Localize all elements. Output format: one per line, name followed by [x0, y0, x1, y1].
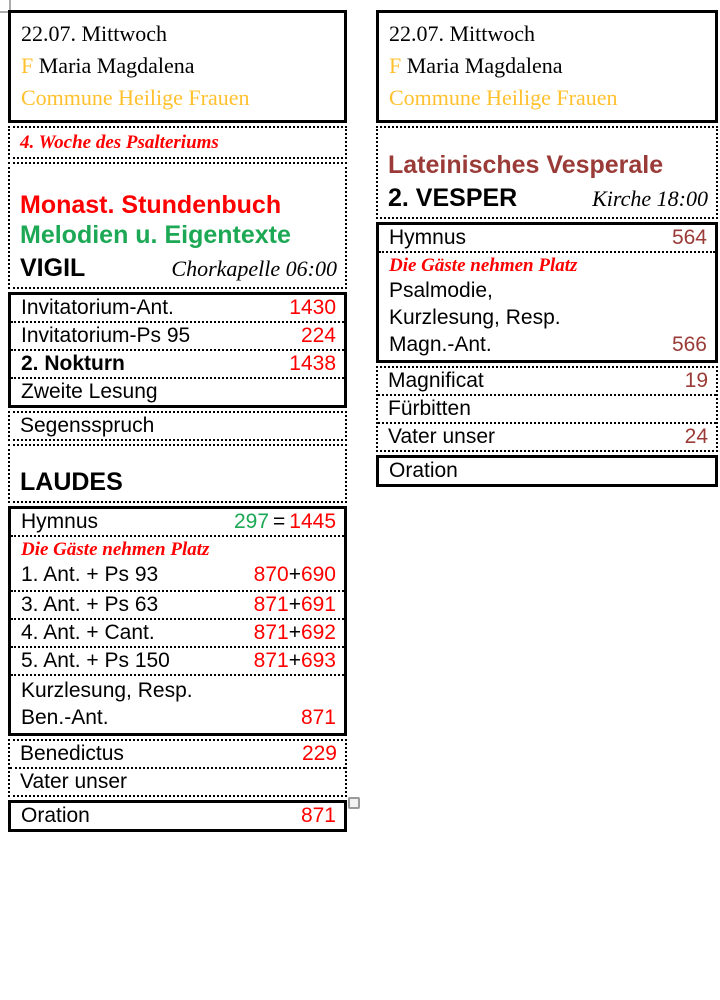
row-label: Hymnus [21, 510, 99, 533]
table-row [11, 349, 344, 377]
value-red: 1445 [289, 510, 336, 533]
value-b: 691 [300, 593, 336, 616]
table-row [378, 368, 716, 394]
row-label: 3. Ant. + Ps 63 [21, 593, 159, 616]
row-label: Vater unser [20, 770, 127, 793]
table-row [10, 413, 345, 439]
value-b: 693 [300, 649, 336, 672]
row-label: Invitatorium-Ps 95 [21, 324, 191, 347]
row-value: 564 [671, 226, 707, 249]
schedule-table-right [376, 10, 718, 490]
row-label: Psalmodie, [389, 279, 493, 302]
laudes-rows-group [8, 506, 347, 736]
row-label: Magn.-Ant. [389, 333, 492, 356]
row-label: 1. Ant. + Ps 93 [21, 563, 159, 586]
office-place-time: Kirche 18:00 [592, 186, 708, 211]
row-label: Kurzlesung, Resp. [21, 679, 193, 702]
table-row [11, 618, 344, 646]
psalter-week-box [8, 126, 347, 159]
vesper-rows-group [376, 222, 718, 363]
row-label: Benedictus [20, 742, 124, 765]
table-row [389, 331, 707, 358]
oration-box-left [8, 800, 347, 832]
plus-sign: + [288, 649, 301, 672]
feast-rank-letter: F [389, 53, 402, 78]
row-value: 1438 [289, 352, 336, 375]
value-green: 297 [233, 510, 270, 533]
psalter-week-note: 4. Woche des Psalteriums [20, 132, 219, 153]
vigil-rows-group [8, 292, 347, 408]
table-cell [11, 535, 344, 590]
row-value [254, 620, 336, 646]
schedule-table-left [8, 10, 347, 835]
table-row [10, 767, 345, 795]
row-label: Magnificat [388, 369, 484, 392]
day-header-right [376, 10, 718, 123]
office-heading-vesper [378, 182, 716, 214]
table-row [379, 225, 715, 251]
row-label: Invitatorium-Ant. [21, 296, 174, 319]
value-b: 690 [300, 563, 336, 586]
vigil-title-box [8, 162, 347, 289]
commune-line: Commune Heilige Frauen [21, 85, 250, 110]
table-row [21, 704, 336, 731]
table-row [11, 590, 344, 618]
feast-line [21, 50, 334, 82]
value-a: 871 [253, 621, 289, 644]
row-value: 1430 [289, 296, 336, 319]
date-line: 22.07. Mittwoch [21, 21, 168, 46]
table-cell [11, 674, 344, 733]
value-a: 870 [253, 563, 289, 586]
plus-sign: + [288, 563, 301, 586]
vesper-title-box [376, 126, 718, 219]
row-value: 19 [684, 369, 708, 392]
table-row [11, 377, 344, 405]
row-label: Ben.-Ant. [21, 706, 109, 729]
equals-sign: = [273, 510, 286, 533]
laudes-title-box [8, 444, 347, 503]
value-b: 692 [300, 621, 336, 644]
row-value: 871 [300, 804, 336, 827]
table-row [11, 803, 344, 829]
date-line: 22.07. Mittwoch [389, 21, 536, 46]
table-row [379, 458, 715, 484]
feast-name: Maria Magdalena [38, 53, 195, 78]
value-a: 871 [253, 649, 289, 672]
row-label: Vater unser [388, 425, 495, 448]
feast-line [389, 50, 705, 82]
office-name: VIGIL [20, 254, 86, 282]
commune-line: Commune Heilige Frauen [389, 85, 618, 110]
row-label: 2. Nokturn [21, 352, 125, 375]
row-label: Oration [21, 804, 90, 827]
row-label: 4. Ant. + Cant. [21, 621, 155, 644]
row-label: Oration [389, 459, 458, 482]
row-value: 24 [684, 425, 708, 448]
object-anchor-handle[interactable] [348, 797, 360, 809]
row-label: Fürbitten [388, 397, 471, 420]
row-value: 229 [301, 742, 337, 765]
benedictus-group [8, 739, 347, 797]
book-title-maroon: Lateinisches Vesperale [388, 151, 664, 179]
feast-name: Maria Magdalena [406, 53, 563, 78]
table-row [11, 321, 344, 349]
table-row [21, 561, 336, 588]
row-value [234, 509, 336, 535]
row-value: 224 [300, 324, 336, 347]
row-label: Segensspruch [20, 414, 155, 437]
office-name: 2. VESPER [388, 184, 518, 212]
office-name: LAUDES [20, 468, 123, 496]
plus-sign: + [288, 621, 301, 644]
row-value [254, 561, 336, 588]
row-value: 871 [300, 706, 336, 729]
table-row [378, 394, 716, 422]
table-cell [379, 251, 715, 360]
table-row [10, 741, 345, 767]
office-heading-vigil [10, 252, 345, 284]
value-a: 871 [253, 593, 289, 616]
guests-note: Die Gäste nehmen Platz [21, 539, 210, 560]
table-row [11, 295, 344, 321]
table-row [378, 422, 716, 450]
row-label: Kurzlesung, Resp. [389, 306, 561, 329]
row-label: 5. Ant. + Ps 150 [21, 649, 170, 672]
guests-note: Die Gäste nehmen Platz [389, 255, 578, 276]
table-row [11, 646, 344, 674]
oration-box-right [376, 455, 718, 487]
book-title-green: Melodien u. Eigentexte [20, 221, 291, 249]
row-label: Hymnus [389, 226, 467, 249]
book-title-red: Monast. Stundenbuch [20, 191, 282, 219]
row-value [254, 592, 336, 618]
row-value [254, 648, 336, 674]
magnificat-group [376, 366, 718, 452]
row-value: 566 [671, 333, 707, 356]
feast-rank-letter: F [21, 53, 34, 78]
day-header-left [8, 10, 347, 123]
segensspruch-box [8, 411, 347, 441]
plus-sign: + [288, 593, 301, 616]
office-place-time: Chorkapelle 06:00 [171, 256, 337, 281]
table-row [11, 509, 344, 535]
row-label: Zweite Lesung [21, 380, 158, 403]
